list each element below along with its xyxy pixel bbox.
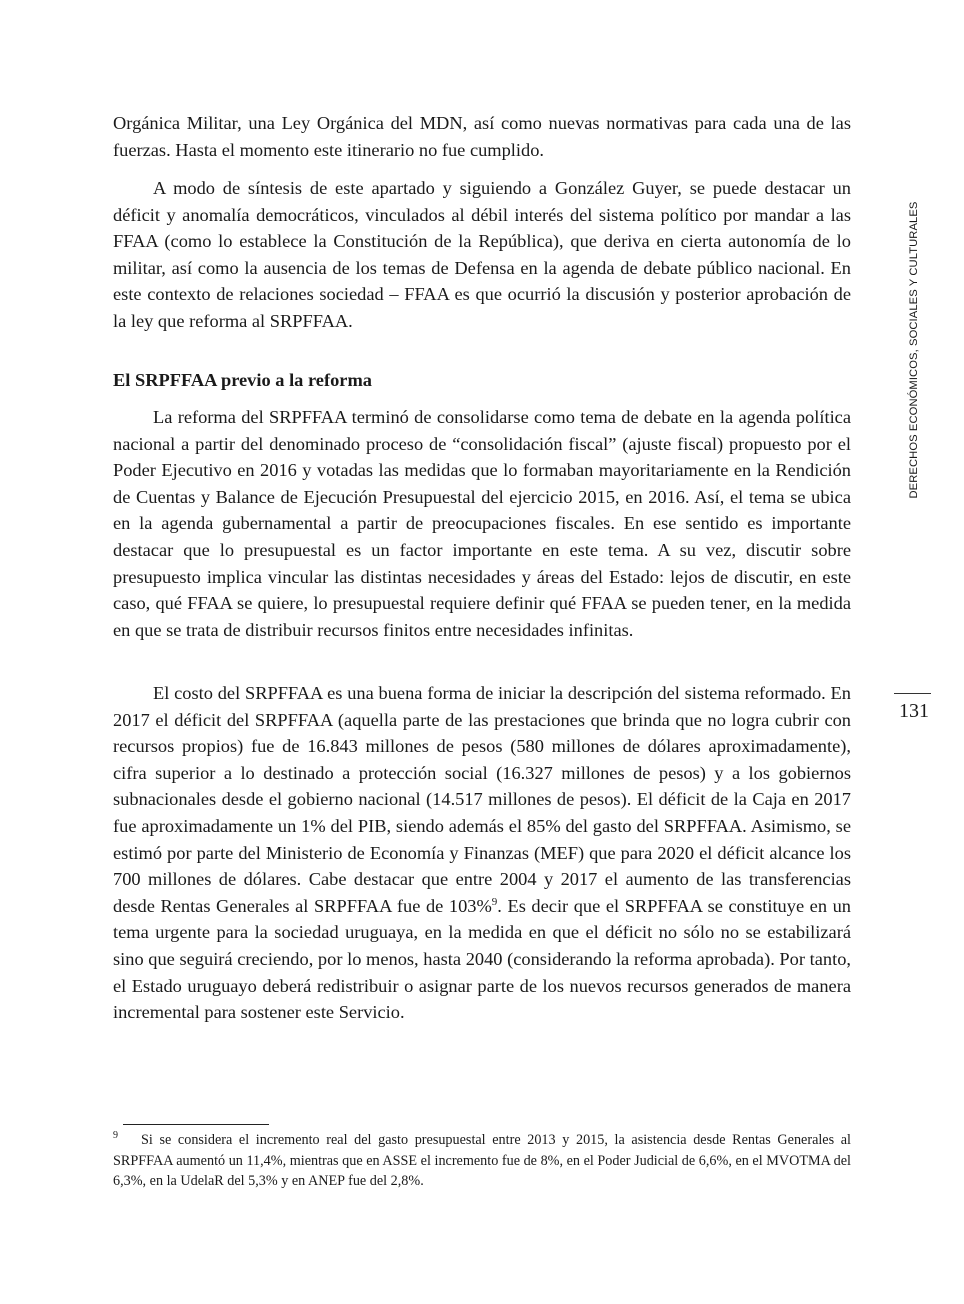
footnote: 9 Si se considera el incremento real del gasto presupuestal entre 2013 y 2015, la asistencia desde Rentas Generales al SRPFFAA aumentó un 11,4%, mientras que en ASSE el incremento fue de 8%, en el Poder Judicial de 6,6%, en el MVOTMA del 6,3%, en la UdelaR del 5,3% y en ANEP fue del 2,8%. — [113, 1130, 851, 1189]
section-heading: El SRPFFAA previo a la reforma — [113, 370, 372, 390]
footnote-rule — [123, 1124, 269, 1125]
footnote-reference: 9 — [491, 895, 498, 908]
paragraph-2: A modo de síntesis de este apartado y siguiendo a González Guyer, se puede destacar un déficit y anomalía democráticos, vinculados al débil interés del sistema político por mandar a las FFAA (como lo establece la Constitución de la República), que deriva en cierta autonomía de lo militar, así como la ausencia de los temas de Defensa en la agenda de debate público nacional. En este contexto de relaciones sociedad – FFAA es que ocurrió la discusión y posterior aprobación de la ley que reforma al SRPFFAA. — [113, 178, 851, 331]
running-header-vertical — [903, 188, 925, 512]
paragraph-1: Orgánica Militar, una Ley Orgánica del MDN, así como nuevas normativas para cada una de las fuerzas. Hasta el momento este itinerario no fue cumplido. — [113, 113, 851, 160]
footnote-text: Si se considera el incremento real del gasto presupuestal entre 2013 y 2015, la asistencia desde Rentas Generales al SRPFFAA aumentó un 11,4%, mientras que en ASSE el incremento fue de 8%, en el Poder Judicial de 6,6%, en el MVOTMA del 6,3%, en la UdelaR del 5,3% y en ANEP fue del 2,8%. — [113, 1132, 851, 1189]
page-number-rule — [894, 693, 931, 694]
running-header-label: DERECHOS ECONÓMICOS, SOCIALES Y CULTURALES — [908, 201, 920, 499]
paragraph-3: La reforma del SRPFFAA terminó de consolidarse como tema de debate en la agenda política nacional a partir del denominado proceso de “consolidación fiscal” (ajuste fiscal) propuesto por el Poder Ejecutivo en 2016 y votadas las medidas que lo formaban mayoritariamente en la Rendición de Cuentas y Balance de Ejecución Presupuestal del ejercicio 2015, en 2016. Así, el tema se ubica en la agenda gubernamental a partir de preocupaciones fiscales. En ese sentido es importante destacar que lo presupuestal es un factor importante en este tema. A su vez, discutir sobre presupuesto implica vincular las distintas necesidades y áreas del Estado: lejos de discutir, en este caso, qué FFAA se quiere, lo presupuestal requiere definir qué FFAA se pueden tener, en la medida en que se trata de distribuir recursos finitos entre necesidades infinitas. — [113, 407, 851, 640]
paragraph-4-text-a: El costo del SRPFFAA es una buena forma de iniciar la descripción del sistema reformado. En 2017 el déficit del SRPFFAA (aquella parte de las prestaciones que brinda que no logra cubrir con recursos propios) fue de 16.843 millones de pesos (580 millones de dólares aproximadamente), cifra superior a lo destinado a protección social (16.327 millones de pesos) y a los gobiernos subnacionales desde el gobierno nacional (14.517 millones de pesos). El déficit de la Caja en 2017 fue aproximadamente un 1% del PIB, siendo además el 85% del gasto del SRPFFAA. Asimismo, se estimó por parte del Ministerio de Economía y Finanzas (MEF) que para 2020 el déficit alcance los 700 millones de dólares. Cabe destacar que entre 2004 y 2017 el aumento de las transferencias desde Rentas Generales al SRPFFAA fue de 103% — [113, 683, 851, 916]
paragraph-4 — [113, 680, 851, 1026]
page-number: 131 — [899, 700, 929, 722]
paragraph-4-text-b: . Es decir que el SRPFFAA se constituye en un tema urgente para la sociedad uruguaya, en la medida en que el déficit no sólo no se estabilizará sino que seguirá creciendo, por lo menos, hasta 2040 (considerando la reforma aprobada). Por tanto, el Estado uruguayo deberá redistribuir o asignar parte de los nuevos recursos generados de manera incremental para sostener este Servicio. — [113, 895, 851, 1023]
